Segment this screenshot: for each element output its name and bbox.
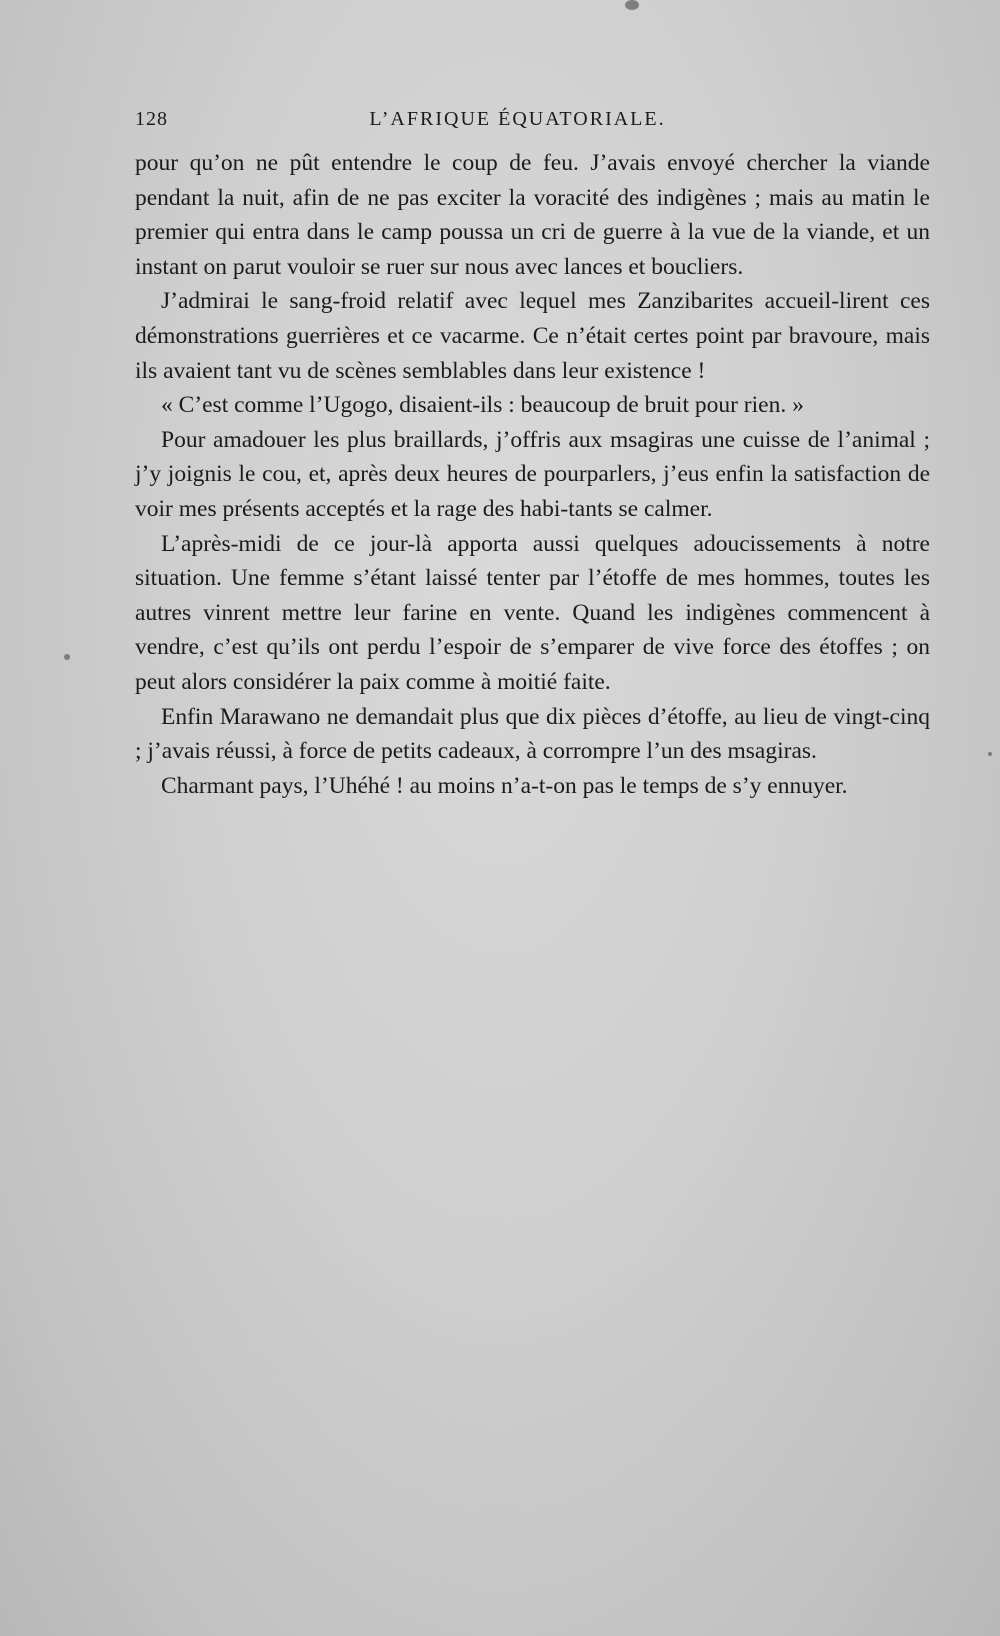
ink-spot — [988, 752, 992, 756]
ink-spot — [625, 0, 639, 10]
paragraph: pour qu’on ne pût entendre le coup de feu. J’avais envoyé chercher la viande pendant la nuit, afin de ne pas exciter la voracité des indigènes ; mais au matin le premier qui entra dans le camp poussa un cri de guerre à la vue de la viande, et un instant on parut vouloir se ruer sur nous avec lances et boucliers. — [135, 150, 930, 280]
ink-spot — [64, 654, 70, 660]
bleed-through-text — [120, 1360, 940, 1393]
paragraph: Pour amadouer les plus braillards, j’offris aux msagiras une cuisse de l’animal ; j’y joignis le cou, et, après deux heures de pourparlers, j’eus enfin la satisfaction de voir mes présents acceptés et la rage des habi-tants se calmer. — [135, 426, 930, 522]
body-text — [135, 146, 930, 803]
paragraph: J’admirai le sang-froid relatif avec lequel mes Zanzibarites accueil-lirent ces démonstrations guerrières et ce vacarme. Ce n’était certes point par bravoure, mais ils avaient tant vu de scènes semblables dans leur existence ! — [135, 288, 930, 384]
page-number: 128 — [135, 108, 168, 130]
paragraph: Enfin Marawano ne demandait plus que dix pièces d’étoffe, au lieu de vingt-cinq ; j’avais réussi, à force de petits cadeaux, à corrompre l’un des msagiras. — [135, 703, 930, 765]
paragraph: L’après-midi de ce jour-là apporta aussi quelques adoucissements à notre situation. Une femme s’étant laissé tenter par l’étoffe de mes hommes, toutes les autres vinrent mettre leur farine en vente. Quand les indigènes commencent à vendre, c’est qu’ils ont perdu l’espoir de s’emparer de vive force des étoffes ; on peut alors considérer la paix comme à moitié faite. — [135, 530, 930, 695]
paragraph: Charmant pays, l’Uhéhé ! au moins n’a-t-on pas le temps de s’y ennuyer. — [161, 772, 848, 799]
running-title: L’AFRIQUE ÉQUATORIALE. — [369, 108, 666, 130]
paragraph: « C’est comme l’Ugogo, disaient-ils : beaucoup de bruit pour rien. » — [161, 392, 804, 419]
running-header — [135, 108, 935, 138]
